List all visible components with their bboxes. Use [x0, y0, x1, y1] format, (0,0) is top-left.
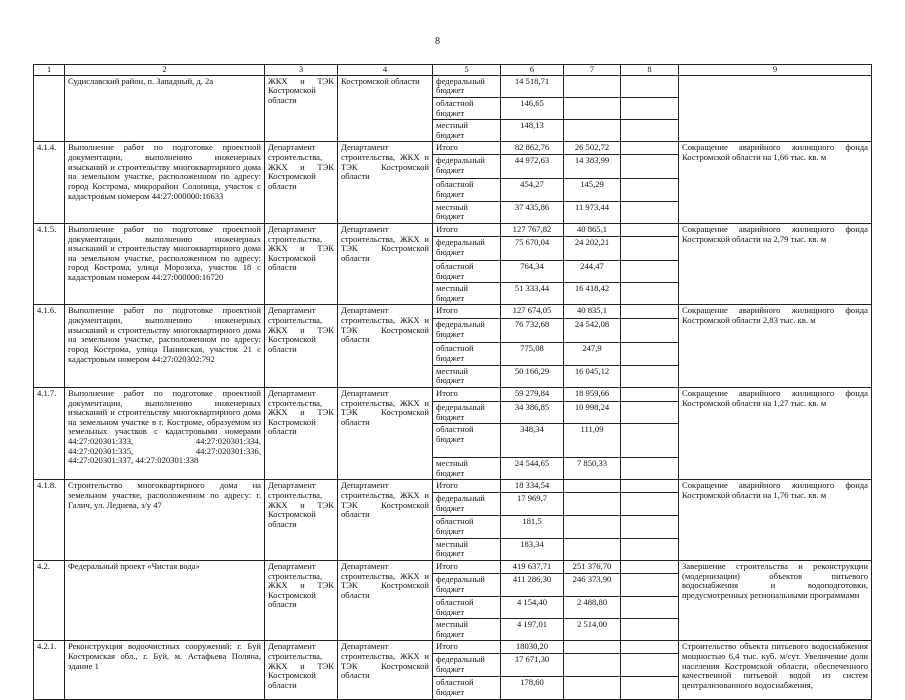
column-8-cell [621, 142, 679, 155]
page-number: 8 [435, 36, 440, 47]
funding-value-col7: 10 998,24 [564, 401, 621, 423]
funding-value-col6: 24 544,65 [501, 458, 564, 480]
funding-source: федеральный бюджет [433, 319, 501, 343]
funding-source: федеральный бюджет [433, 155, 501, 179]
funding-value-col6: 59 279,84 [501, 387, 564, 401]
row-result: Сокращение аварийного жилищного фонда Костромской области на 2,79 тыс. кв. м [679, 223, 872, 305]
table-row [34, 387, 872, 401]
column-8-cell [621, 236, 679, 260]
funding-value-col6: 181,5 [501, 516, 564, 538]
funding-value-col7: 16 418,42 [564, 283, 621, 305]
funding-value-col6: 17 671,30 [501, 654, 564, 677]
funding-value-col6: 44 972,63 [501, 155, 564, 179]
row-executor: Департамент строительства, ЖКХ и ТЭК Костромской области [265, 480, 338, 561]
column-8-cell [621, 677, 679, 699]
funding-value-col7 [564, 641, 621, 654]
funding-value-col6: 775,08 [501, 343, 564, 365]
column-header-5: 5 [433, 65, 501, 76]
row-name: Строительство многоквартирного дома на земельном участке, расположенном по адресу: г. Галич, ул. Леднева, з/у 47 [65, 480, 265, 561]
funding-value-col7: 40 865,1 [564, 223, 621, 236]
column-header-7: 7 [564, 65, 621, 76]
column-8-cell [621, 201, 679, 223]
funding-source: Итого [433, 223, 501, 236]
funding-source: областной бюджет [433, 424, 501, 458]
funding-value-col7: 11 973,44 [564, 201, 621, 223]
row-name: Выполнение работ по подготовке проектной документации, выполнению инженерных изысканий и строительству многоквартирного дома на земельном участке, расположенном по адресу: город Кострома, улица Морозиха, участок 18 с кадастровым номером 44:27:000000:16720 [65, 223, 265, 305]
funding-value-col6: 34 386,85 [501, 401, 564, 423]
row-name: Выполнение работ по подготовке проектной документации, выполнению инженерных изысканий и строительству многоквартирного дома на земельном участке, расположенном по адресу: город Кострома, микрорайон Солоница, участок с кадастровым номером 44:27:000000:16633 [65, 142, 265, 224]
funding-value-col6: 82 862,76 [501, 142, 564, 155]
funding-value-col6: 18 334,54 [501, 480, 564, 493]
funding-value-col6: 50 166,29 [501, 365, 564, 387]
funding-value-col7: 24 202,21 [564, 236, 621, 260]
funding-value-col6: 51 333,44 [501, 283, 564, 305]
funding-value-col7: 145,29 [564, 179, 621, 201]
table-row [34, 142, 872, 155]
funding-source: федеральный бюджет [433, 236, 501, 260]
funding-source: местный бюджет [433, 365, 501, 387]
row-name: Судиславский район, п. Западный, д. 2а [65, 75, 265, 142]
column-8-cell [621, 283, 679, 305]
funding-value-col7 [564, 677, 621, 699]
row-result: Сокращение аварийного жилищного фонда Костромской области на 1,66 тыс. кв. м [679, 142, 872, 224]
funding-value-col7: 16 045,12 [564, 365, 621, 387]
funding-value-col6: 764,34 [501, 260, 564, 282]
row-number: 4.1.5. [34, 223, 65, 305]
funding-source: областной бюджет [433, 260, 501, 282]
funding-value-col7 [564, 75, 621, 97]
header-row [34, 65, 872, 76]
column-8-cell [621, 480, 679, 493]
row-name: Реконструкция водоочистных сооружений: г. Буй Костромская обл., г. Буй, м. Астафьева Поляна, здание 1 [65, 641, 265, 699]
row-executor: Департамент строительства, ЖКХ и ТЭК Костромской области [265, 560, 338, 641]
column-8-cell [621, 654, 679, 677]
column-8-cell [621, 319, 679, 343]
column-8-cell [621, 120, 679, 142]
column-8-cell [621, 179, 679, 201]
column-8-cell [621, 387, 679, 401]
column-8-cell [621, 424, 679, 458]
column-8-cell [621, 458, 679, 480]
column-header-1: 1 [34, 65, 65, 76]
funding-value-col7: 111,09 [564, 424, 621, 458]
funding-source: местный бюджет [433, 619, 501, 641]
row-coexecutor: Департамент строительства, ЖКХ и ТЭК Костромской области [338, 480, 433, 561]
funding-value-col6: 4 197,01 [501, 619, 564, 641]
funding-source: федеральный бюджет [433, 75, 501, 97]
row-result: Завершение строительства и реконструкции (модернизации) объектов питьевого водоснабжения и водоподготовки, предусмотренных региональными программами [679, 560, 872, 641]
table-row [34, 223, 872, 236]
column-8-cell [621, 401, 679, 423]
funding-value-col6: 14 518,71 [501, 75, 564, 97]
row-executor: Департамент строительства, ЖКХ и ТЭК Костромской области [265, 387, 338, 480]
funding-value-col7 [564, 480, 621, 493]
funding-value-col7 [564, 120, 621, 142]
funding-source: Итого [433, 560, 501, 573]
funding-source: местный бюджет [433, 458, 501, 480]
row-coexecutor: Департамент строительства, ЖКХ и ТЭК Костромской области [338, 641, 433, 699]
row-coexecutor: Департамент строительства, ЖКХ и ТЭК Костромской области [338, 142, 433, 224]
row-result: Сокращение аварийного жилищного фонда Костромской области 2,83 тыс. кв. м [679, 305, 872, 388]
row-name: Федеральный проект «Чистая вода» [65, 560, 265, 641]
row-executor: Департамент строительства, ЖКХ и ТЭК Костромской области [265, 305, 338, 388]
funding-value-col7: 18 959,66 [564, 387, 621, 401]
funding-value-col6: 127 767,82 [501, 223, 564, 236]
column-8-cell [621, 97, 679, 119]
funding-value-col6: 76 732,68 [501, 319, 564, 343]
program-table [33, 64, 872, 700]
funding-value-col7: 2 514,00 [564, 619, 621, 641]
funding-value-col7 [564, 516, 621, 538]
column-8-cell [621, 493, 679, 516]
funding-value-col7: 251 376,70 [564, 560, 621, 573]
row-result: Сокращение аварийного жилищного фонда Костромской области на 1,27 тыс. кв. м [679, 387, 872, 480]
funding-value-col6: 4 154,40 [501, 596, 564, 618]
column-header-6: 6 [501, 65, 564, 76]
column-8-cell [621, 619, 679, 641]
funding-source: федеральный бюджет [433, 493, 501, 516]
funding-value-col7: 40 835,1 [564, 305, 621, 319]
row-number: 4.1.6. [34, 305, 65, 388]
row-coexecutor: Костромской области [338, 75, 433, 142]
funding-source: областной бюджет [433, 179, 501, 201]
row-coexecutor: Департамент строительства, ЖКХ и ТЭК Костромской области [338, 560, 433, 641]
column-8-cell [621, 538, 679, 560]
row-name: Выполнение работ по подготовке проектной документации, выполнению инженерных изысканий и строительству многоквартирного дома на земельном участке в г. Костроме, образуемом из земельных участков с кадастровыми номерами 44:27:020301:333, 44:27:020301:334, 44:27:020301:335, 44:27:020301:336, 44:27:020301:337, 44:27:020301:338 [65, 387, 265, 480]
row-coexecutor: Департамент строительства, ЖКХ и ТЭК Костромской области [338, 387, 433, 480]
funding-value-col7: 14 383,99 [564, 155, 621, 179]
row-number: 4.2. [34, 560, 65, 641]
column-8-cell [621, 365, 679, 387]
column-8-cell [621, 223, 679, 236]
funding-source: местный бюджет [433, 283, 501, 305]
row-number: 4.1.4. [34, 142, 65, 224]
table-row [34, 641, 872, 654]
funding-source: Итого [433, 387, 501, 401]
column-8-cell [621, 596, 679, 618]
column-8-cell [621, 573, 679, 596]
funding-value-col6: 419 637,71 [501, 560, 564, 573]
funding-value-col7: 244,47 [564, 260, 621, 282]
column-header-4: 4 [338, 65, 433, 76]
row-coexecutor: Департамент строительства, ЖКХ и ТЭК Костромской области [338, 305, 433, 388]
row-number [34, 75, 65, 142]
column-header-9: 9 [679, 65, 872, 76]
funding-value-col6: 17 969,7 [501, 493, 564, 516]
column-header-3: 3 [265, 65, 338, 76]
funding-value-col7 [564, 538, 621, 560]
funding-value-col6: 37 435,86 [501, 201, 564, 223]
funding-value-col6: 127 674,05 [501, 305, 564, 319]
funding-value-col7: 247,9 [564, 343, 621, 365]
column-header-2: 2 [65, 65, 265, 76]
funding-value-col6: 454,27 [501, 179, 564, 201]
table-row [34, 305, 872, 319]
funding-source: местный бюджет [433, 201, 501, 223]
funding-source: Итого [433, 641, 501, 654]
funding-source: Итого [433, 142, 501, 155]
funding-source: областной бюджет [433, 343, 501, 365]
funding-source: областной бюджет [433, 516, 501, 538]
funding-value-col6: 183,34 [501, 538, 564, 560]
row-number: 4.1.8. [34, 480, 65, 561]
funding-value-col6: 148,13 [501, 120, 564, 142]
funding-value-col7: 24 542,08 [564, 319, 621, 343]
funding-source: областной бюджет [433, 677, 501, 699]
row-executor: Департамент строительства, ЖКХ и ТЭК Костромской области [265, 142, 338, 224]
funding-source: областной бюджет [433, 596, 501, 618]
column-8-cell [621, 516, 679, 538]
funding-source: Итого [433, 480, 501, 493]
funding-value-col7: 2 488,80 [564, 596, 621, 618]
row-executor: ЖКХ и ТЭК Костромской области [265, 75, 338, 142]
funding-value-col6: 348,34 [501, 424, 564, 458]
funding-value-col6: 411 286,30 [501, 573, 564, 596]
funding-source: местный бюджет [433, 538, 501, 560]
row-result: Сокращение аварийного жилищного фонда Костромской области на 1,76 тыс. кв. м [679, 480, 872, 561]
funding-value-col7: 26 502,72 [564, 142, 621, 155]
funding-value-col7: 7 850,33 [564, 458, 621, 480]
funding-value-col6: 75 670,04 [501, 236, 564, 260]
funding-source: областной бюджет [433, 97, 501, 119]
row-name: Выполнение работ по подготовке проектной документации, выполнению инженерных изысканий и строительству многоквартирного дома на земельном участке, расположенном по адресу: город Кострома, улица Панинская, участок 21 с кадастровым номером 44:27:020302:792 [65, 305, 265, 388]
row-number: 4.1.7. [34, 387, 65, 480]
funding-value-col6: 18030,20 [501, 641, 564, 654]
row-executor: Департамент строительства, ЖКХ и ТЭК Костромской области [265, 641, 338, 699]
column-8-cell [621, 641, 679, 654]
funding-value-col6: 146,65 [501, 97, 564, 119]
row-coexecutor: Департамент строительства, ЖКХ и ТЭК Костромской области [338, 223, 433, 305]
funding-value-col7 [564, 654, 621, 677]
row-result [679, 75, 872, 142]
column-8-cell [621, 260, 679, 282]
funding-source: федеральный бюджет [433, 401, 501, 423]
row-executor: Департамент строительства, ЖКХ и ТЭК Костромской области [265, 223, 338, 305]
column-8-cell [621, 560, 679, 573]
funding-value-col7 [564, 493, 621, 516]
funding-source: федеральный бюджет [433, 654, 501, 677]
table-row [34, 480, 872, 493]
column-8-cell [621, 343, 679, 365]
column-header-8: 8 [621, 65, 679, 76]
funding-source: Итого [433, 305, 501, 319]
funding-source: местный бюджет [433, 120, 501, 142]
funding-value-col7 [564, 97, 621, 119]
funding-source: федеральный бюджет [433, 573, 501, 596]
funding-value-col7: 246 373,90 [564, 573, 621, 596]
row-number: 4.2.1. [34, 641, 65, 699]
table-row [34, 75, 872, 97]
row-result: Строительство объекта питьевого водоснабжения мощностью 6,4 тыс. куб. м/сут. Увеличение доли населения Костромской области, обеспеченного качественной питьевой водой из систем централизованного водоснабжения, [679, 641, 872, 699]
column-8-cell [621, 75, 679, 97]
table-row [34, 560, 872, 573]
funding-value-col6: 178,60 [501, 677, 564, 699]
column-8-cell [621, 155, 679, 179]
column-8-cell [621, 305, 679, 319]
